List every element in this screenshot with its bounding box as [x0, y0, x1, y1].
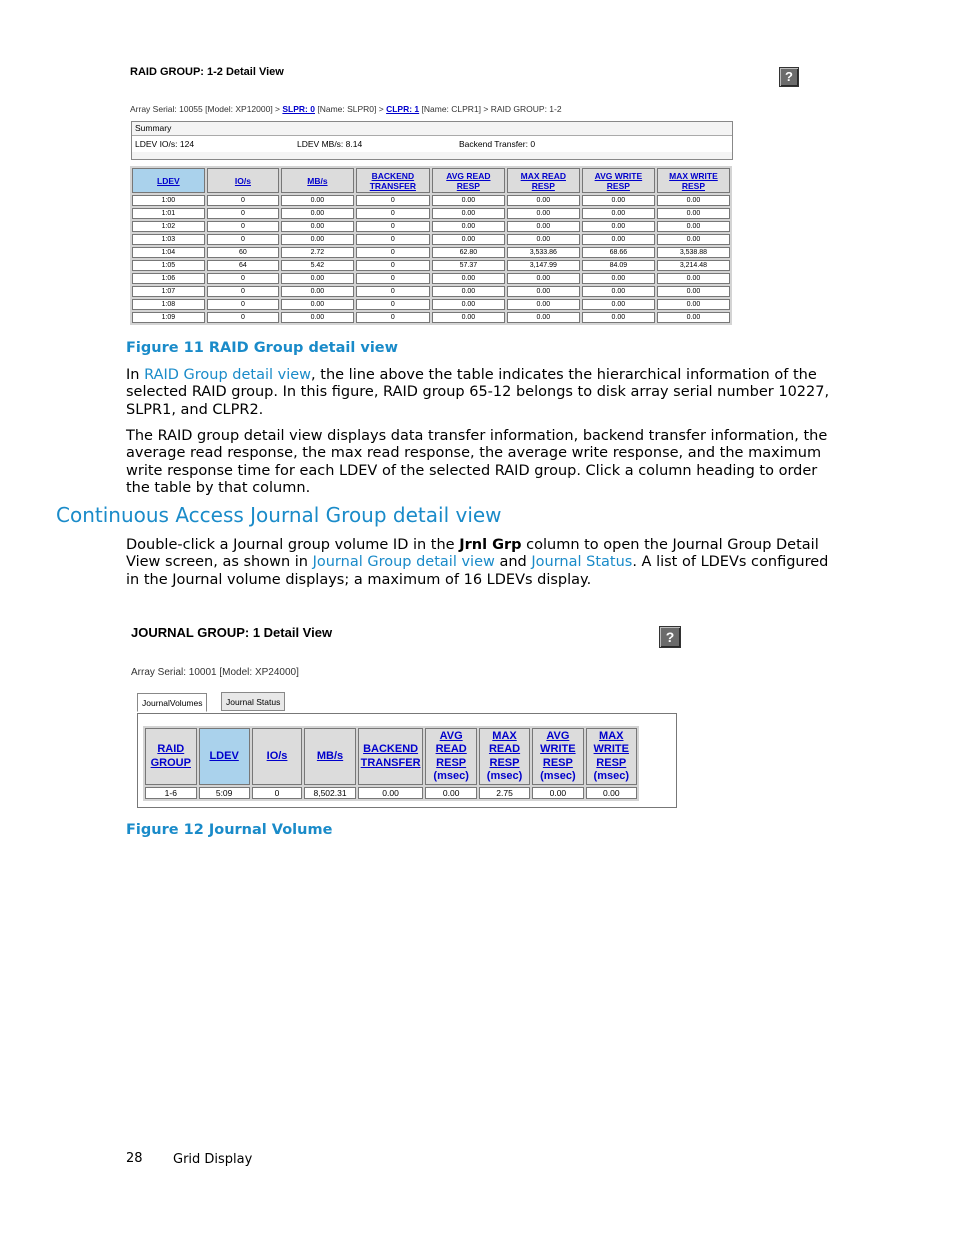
breadcrumb-slpr-name: [Name: SLPR0] >: [314, 104, 387, 114]
journal-volumes-panel: [137, 713, 677, 808]
breadcrumb: [130, 104, 562, 114]
table-cell: 0.00: [582, 234, 655, 245]
header-line-2: RESP: [681, 180, 706, 191]
table-cell: 0.00: [432, 286, 505, 297]
column-header-link[interactable]: [595, 171, 643, 191]
table-cell: 0: [356, 208, 430, 219]
table-cell: 0: [356, 234, 430, 245]
column-header[interactable]: [507, 168, 580, 193]
table-row: [132, 312, 730, 323]
table-cell: 0.00: [657, 312, 730, 323]
journal-status-link[interactable]: Journal Status: [531, 554, 633, 571]
table-cell: 3,147.99: [507, 260, 580, 271]
column-header-link[interactable]: [267, 750, 288, 762]
raid-group-table: [130, 166, 732, 325]
column-header[interactable]: [304, 728, 355, 785]
header-line: WRITE: [540, 743, 576, 755]
table-cell: 64: [207, 260, 279, 271]
breadcrumb-prefix: Array Serial: 10055 [Model: XP12000] >: [130, 104, 283, 114]
column-header[interactable]: [586, 728, 637, 785]
slpr-link[interactable]: SLPR: 0: [282, 104, 315, 114]
table-cell: 0.00: [432, 312, 505, 323]
table-cell: 0.00: [582, 208, 655, 219]
header-line: AVG: [439, 729, 463, 742]
table-cell: 0.00: [582, 312, 655, 323]
table-cell: 0.00: [657, 286, 730, 297]
column-header-link[interactable]: [594, 730, 629, 769]
table-row: [132, 234, 730, 245]
header-line: IO/s: [266, 749, 288, 762]
table-cell: 3,538.88: [657, 247, 730, 258]
footer-section-title: Grid Display: [173, 1152, 253, 1167]
column-header[interactable]: [132, 168, 205, 193]
table-cell: 1:00: [132, 195, 205, 206]
table-cell: 0.00: [507, 221, 580, 232]
paragraph-raid-detail: [126, 367, 834, 419]
table-cell: 0: [356, 260, 430, 271]
table-cell: 0.00: [432, 234, 505, 245]
para3-text-d: . A list of LDEVs configured in the Journal volume displays; a maximum of 16 LDEVs display.: [126, 554, 829, 588]
table-row: [145, 787, 637, 799]
table-cell: 0.00: [586, 787, 637, 799]
header-line: MAX: [599, 729, 624, 742]
page-number: 28: [126, 1151, 143, 1166]
journal-volume-table: [143, 726, 639, 801]
column-header[interactable]: [358, 728, 424, 785]
table-cell: 62.80: [432, 247, 505, 258]
table-row: [132, 221, 730, 232]
header-line-1: AVG READ: [446, 170, 491, 181]
table-cell: 57.37: [432, 260, 505, 271]
column-header[interactable]: [479, 728, 530, 785]
table-cell: 3,533.86: [507, 247, 580, 258]
column-header-link[interactable]: [370, 171, 416, 191]
table-cell: 0: [207, 234, 279, 245]
table-cell: 0.00: [657, 195, 730, 206]
table-cell: 0.00: [507, 312, 580, 323]
table-cell: 1-6: [145, 787, 197, 799]
table-cell: 0.00: [432, 208, 505, 219]
header-unit: (msec): [433, 770, 469, 782]
column-header-link[interactable]: [151, 743, 191, 769]
table-cell: 0.00: [507, 195, 580, 206]
table-row: [132, 273, 730, 284]
table-cell: 0.00: [281, 299, 354, 310]
header-line-1: LDEV: [157, 175, 180, 186]
raid-group-detail-title: RAID GROUP: 1-2 Detail View: [130, 66, 284, 78]
table-cell: 0.00: [358, 787, 424, 799]
table-cell: 0.00: [281, 208, 354, 219]
paragraph-detail-view-info: The RAID group detail view displays data transfer information, backend transfer information, the average read response, the max read response, the average write response, and the maximum write response time for each LDEV of the selected RAID group. Click a column heading to order the table by that column.: [126, 428, 828, 496]
section-heading: Continuous Access Journal Group detail view: [56, 503, 502, 527]
table-cell: 0.00: [281, 234, 354, 245]
header-line: RAID: [157, 743, 185, 755]
column-header[interactable]: [281, 168, 354, 193]
paragraph-journal-group: [126, 537, 834, 589]
table-cell: 0.00: [432, 299, 505, 310]
para3-text-b: column to open the Journal Group Detail View screen, as shown in: [126, 537, 819, 571]
table-cell: 0: [207, 286, 279, 297]
table-cell: 0.00: [657, 208, 730, 219]
table-cell: 0.00: [582, 273, 655, 284]
header-line: RESP: [542, 756, 573, 769]
header-unit: (msec): [486, 770, 523, 782]
header-line-2: TRANSFER: [369, 180, 416, 191]
table-cell: 2.75: [479, 787, 530, 799]
table-cell: 0.00: [432, 195, 505, 206]
summary-ldev-mbs: LDEV MB/s: 8.14: [297, 139, 363, 149]
para3-text-a: Double-click a Journal group volume ID in the: [126, 537, 460, 553]
column-header-link[interactable]: [307, 176, 327, 186]
summary-label: Summary: [132, 122, 732, 136]
help-icon[interactable]: ?: [779, 67, 799, 87]
breadcrumb-clpr-name: [Name: CLPR1] > RAID GROUP: 1-2: [419, 104, 562, 114]
table-cell: 1:06: [132, 273, 205, 284]
header-line: MB/s: [316, 749, 344, 762]
table-cell: 0.00: [657, 299, 730, 310]
header-line: RESP: [436, 756, 467, 769]
table-cell: 0: [356, 273, 430, 284]
table-cell: 1:04: [132, 247, 205, 258]
header-line-1: IO/s: [234, 175, 251, 186]
table-cell: 0.00: [582, 195, 655, 206]
table-cell: 0.00: [281, 221, 354, 232]
header-line: GROUP: [150, 756, 191, 769]
column-header[interactable]: [582, 168, 655, 193]
table-cell: 0: [356, 195, 430, 206]
column-header-link[interactable]: [669, 171, 718, 191]
column-header-link[interactable]: [446, 171, 490, 191]
table-cell: 0.00: [532, 787, 583, 799]
table-row: [132, 195, 730, 206]
journal-group-detail-title: JOURNAL GROUP: 1 Detail View: [131, 625, 333, 640]
table-cell: 0: [356, 247, 430, 258]
table-cell: 0.00: [507, 234, 580, 245]
table-cell: 0.00: [657, 221, 730, 232]
para3-text-c: and: [494, 554, 532, 571]
figure-12-caption: Figure 12 Journal Volume: [126, 822, 333, 838]
table-row: [132, 299, 730, 310]
raid-group-detail-link[interactable]: RAID Group detail view: [144, 367, 312, 383]
table-cell: 0: [207, 299, 279, 310]
table-cell: 0.00: [281, 195, 354, 206]
table-cell: 0.00: [657, 273, 730, 284]
column-header-link[interactable]: [540, 730, 575, 769]
column-header[interactable]: [207, 168, 279, 193]
header-line-1: MAX WRITE: [669, 170, 718, 181]
column-header[interactable]: [356, 168, 430, 193]
column-header-link[interactable]: [317, 750, 343, 762]
column-header-link[interactable]: [157, 176, 180, 186]
header-line-1: BACKEND: [371, 170, 415, 181]
header-line: LDEV: [209, 749, 239, 762]
table-cell: 1:02: [132, 221, 205, 232]
table-row: [132, 247, 730, 258]
header-line: READ: [435, 743, 467, 755]
table-cell: 0.00: [432, 221, 505, 232]
table-cell: 1:03: [132, 234, 205, 245]
header-line-1: MB/s: [307, 175, 328, 186]
tab-journal-volumes[interactable]: JournalVolumes: [137, 693, 207, 712]
summary-panel: [131, 121, 733, 160]
table-cell: 0: [207, 195, 279, 206]
table-cell: 0: [356, 221, 430, 232]
table-cell: 0.00: [507, 273, 580, 284]
clpr-link[interactable]: CLPR: 1: [386, 104, 420, 114]
table-cell: 1:01: [132, 208, 205, 219]
table-cell: 0.00: [582, 286, 655, 297]
header-line: AVG: [546, 729, 570, 742]
journal-group-detail-link[interactable]: Journal Group detail view: [312, 554, 495, 571]
table-cell: 84.09: [582, 260, 655, 271]
column-header[interactable]: [532, 728, 583, 785]
header-line-1: AVG WRITE: [594, 170, 643, 181]
summary-backend-transfer: Backend Transfer: 0: [459, 139, 536, 149]
column-header-link[interactable]: [436, 730, 467, 769]
table-cell: 0.00: [657, 234, 730, 245]
header-line: WRITE: [593, 743, 629, 755]
column-header-link[interactable]: [489, 730, 520, 769]
column-header[interactable]: [425, 728, 476, 785]
table-row: [132, 208, 730, 219]
table-row: [132, 260, 730, 271]
table-cell: 0.00: [507, 286, 580, 297]
column-header-link[interactable]: [521, 171, 566, 191]
array-serial-label: Array Serial: 10001 [Model: XP24000]: [131, 667, 299, 678]
tab-journal-status[interactable]: Journal Status: [221, 692, 285, 711]
table-cell: 0: [356, 299, 430, 310]
header-line-1: MAX READ: [520, 170, 566, 181]
table-cell: 0: [207, 208, 279, 219]
table-cell: 1:09: [132, 312, 205, 323]
table-cell: 3,214.48: [657, 260, 730, 271]
column-header-link[interactable]: [235, 176, 251, 186]
para1-text-a: In: [126, 367, 145, 383]
table-cell: 0: [207, 273, 279, 284]
table-cell: 1:07: [132, 286, 205, 297]
table-cell: 5:09: [199, 787, 250, 799]
table-cell: 0.00: [425, 787, 476, 799]
column-header[interactable]: [252, 728, 303, 785]
header-line-2: RESP: [606, 180, 630, 191]
table-cell: 0.00: [281, 286, 354, 297]
header-line: RESP: [489, 756, 520, 769]
table-cell: 0: [252, 787, 303, 799]
table-cell: 5.42: [281, 260, 354, 271]
table-cell: 0.00: [281, 273, 354, 284]
table-cell: 1:08: [132, 299, 205, 310]
table-cell: 0.00: [432, 273, 505, 284]
table-cell: 2.72: [281, 247, 354, 258]
header-line-2: RESP: [456, 180, 480, 191]
table-cell: 8,502.31: [304, 787, 355, 799]
table-cell: 0.00: [582, 299, 655, 310]
column-header-link[interactable]: [361, 743, 421, 769]
table-cell: 0.00: [281, 312, 354, 323]
table-cell: 68.66: [582, 247, 655, 258]
table-cell: 0: [207, 221, 279, 232]
column-header[interactable]: [432, 168, 505, 193]
figure-11-caption: Figure 11 RAID Group detail view: [126, 340, 399, 356]
header-line: BACKEND: [363, 743, 419, 755]
table-cell: 0: [356, 312, 430, 323]
table-cell: 0: [207, 312, 279, 323]
column-header[interactable]: [145, 728, 197, 785]
summary-ldev-ios: LDEV IO/s: 124: [135, 139, 195, 149]
table-row: [132, 286, 730, 297]
column-header[interactable]: [199, 728, 250, 785]
help-icon[interactable]: ?: [659, 626, 681, 648]
header-unit: (msec): [540, 770, 576, 782]
table-cell: 0: [356, 286, 430, 297]
para1-text-b: , the line above the table indicates the hierarchical information of the selected RAID group. In this figure, RAID group 65-12 belongs to disk array serial number 10227, SLPR1, and CLPR2.: [126, 367, 830, 418]
table-cell: 1:05: [132, 260, 205, 271]
header-line: READ: [488, 743, 521, 755]
table-cell: 0.00: [507, 299, 580, 310]
column-header-link[interactable]: [209, 750, 238, 762]
header-line: TRANSFER: [360, 756, 421, 769]
table-cell: 60: [207, 247, 279, 258]
header-line-2: RESP: [531, 180, 555, 191]
header-line: RESP: [596, 756, 627, 769]
table-cell: 0.00: [507, 208, 580, 219]
header-unit: (msec): [593, 770, 630, 782]
header-line: MAX: [492, 729, 517, 742]
column-header[interactable]: [657, 168, 730, 193]
table-cell: 0.00: [582, 221, 655, 232]
jrnl-grp-term: Jrnl Grp: [459, 537, 522, 553]
